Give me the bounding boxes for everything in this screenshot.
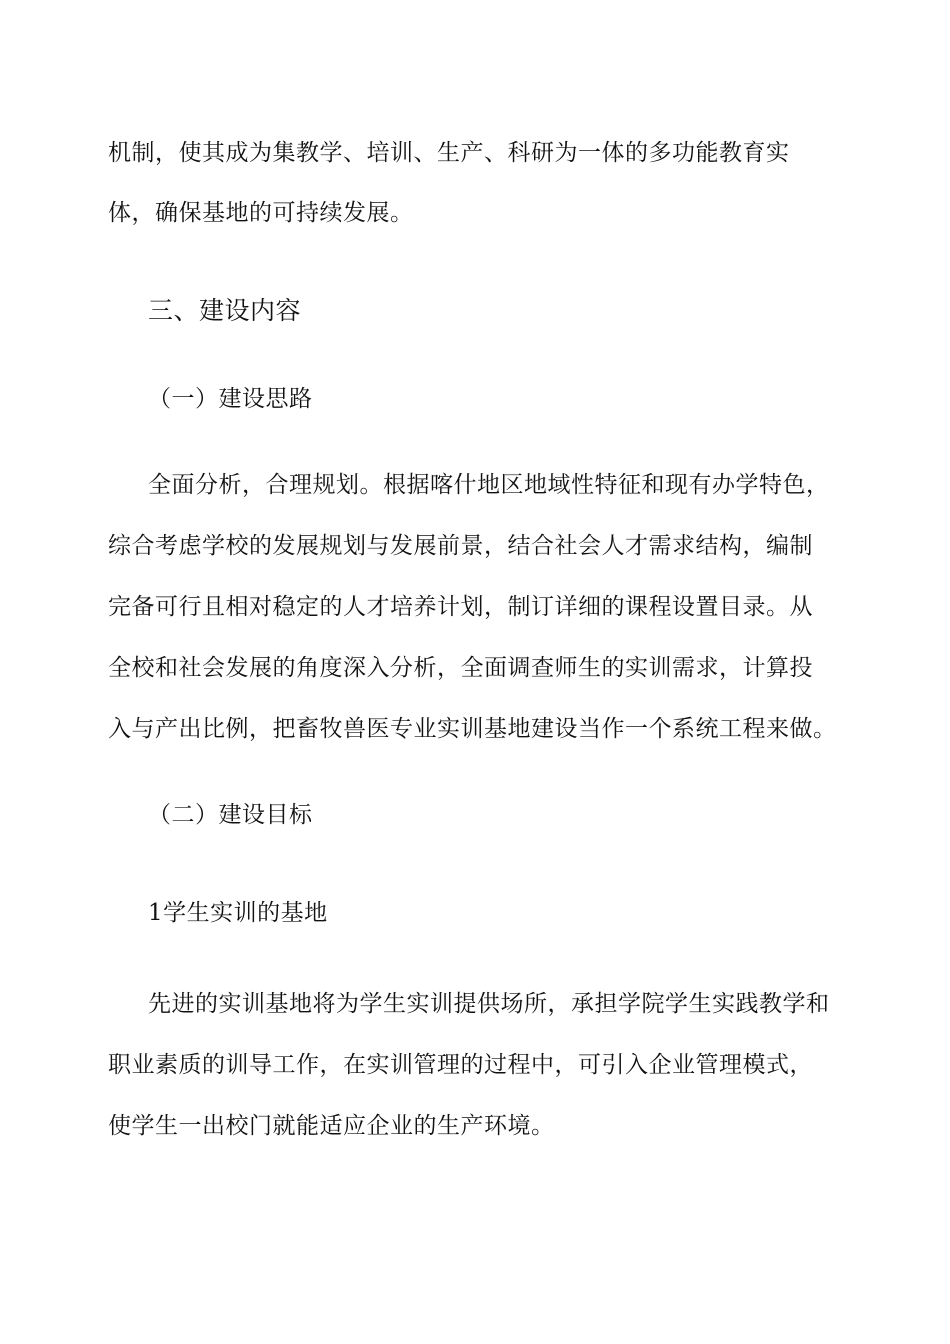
paragraph-2-line-1: 全面分析，合理规划。根据喀什地区地域性特征和现有办学特色，: [148, 472, 830, 498]
subheading-1: （一）建设思路: [148, 386, 313, 412]
paragraph-2-line-4: 全校和社会发展的角度深入分析，全面调查师生的实训需求，计算投: [108, 655, 813, 681]
paragraph-2-line-5: 入与产出比例，把畜牧兽医专业实训基地建设当作一个系统工程来做。: [108, 716, 837, 742]
paragraph-1-line-1: 机制，使其成为集教学、培训、生产、科研为一体的多功能教育实: [108, 140, 790, 166]
paragraph-2-line-3: 完备可行且相对稳定的人才培养计划，制订详细的课程设置目录。从: [108, 594, 813, 620]
paragraph-2-line-2: 综合考虑学校的发展规划与发展前景，结合社会人才需求结构，编制: [108, 533, 813, 559]
paragraph-3-line-2: 职业素质的训导工作，在实训管理的过程中，可引入企业管理模式，: [108, 1052, 813, 1078]
section-heading: 三、建设内容: [148, 296, 302, 325]
paragraph-3-line-3: 使学生一出校门就能适应企业的生产环境。: [108, 1113, 555, 1139]
subheading-2: （二）建设目标: [148, 802, 313, 828]
paragraph-1-line-2: 体，确保基地的可持续发展。: [108, 200, 414, 226]
item-heading-1: 1学生实训的基地: [148, 900, 328, 926]
paragraph-3-line-1: 先进的实训基地将为学生实训提供场所，承担学院学生实践教学和: [148, 991, 830, 1017]
